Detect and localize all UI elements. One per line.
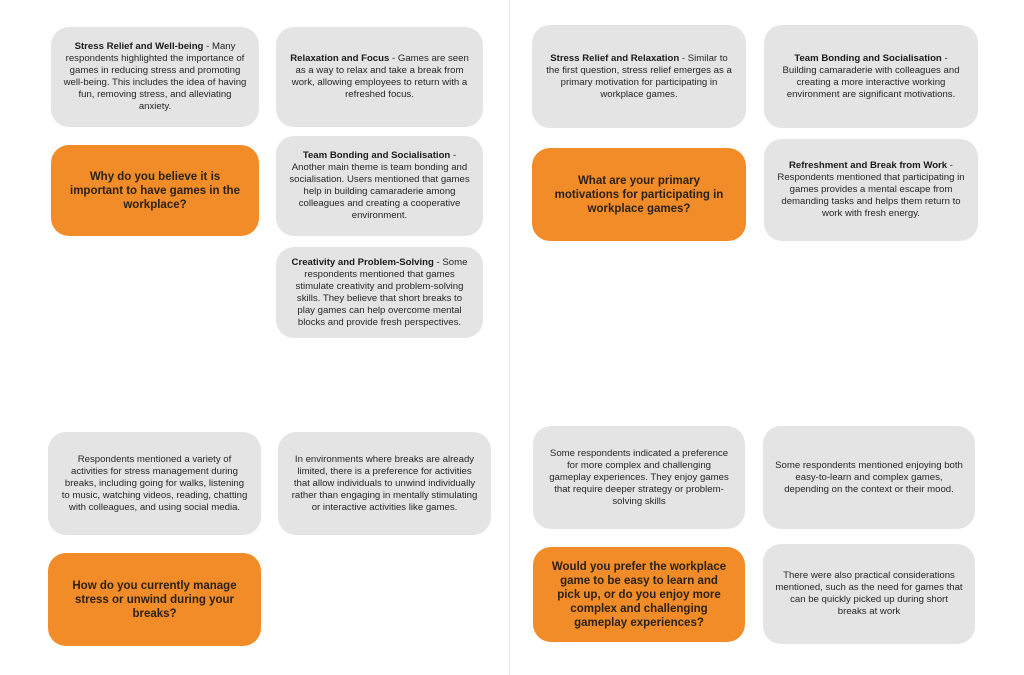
answer-title: Relaxation and Focus [290, 53, 390, 64]
answer-title: Team Bonding and Socialisation [302, 150, 451, 161]
answer-text: Some respondents mentioned that games stimulate creativity and problem-solving skills. They believe that short breaks to play games can help overcome mental blocks and provide fresh perspectives. [295, 256, 468, 328]
question-card-importance-of-games [51, 145, 259, 236]
answer-title: Refreshment and Break from Work [788, 160, 948, 171]
answer-sep: - [941, 52, 948, 64]
answer-title: Creativity and Problem-Solving [291, 256, 434, 268]
answer-sep: - [433, 256, 443, 268]
answer-title: Stress Relief and Relaxation [550, 52, 680, 64]
answer-text: Many respondents highlighted the importance of games in reducing stress and promoting well-being. This includes the idea of having fun, removing stress, and alleviating anxiety. [63, 41, 247, 112]
answer-text: In environments where breaks are already limited, there is a preference for activities that allow individuals to unwind individually rather than engaging in mentally stimulating or interactive activities like games. [291, 453, 478, 513]
answer-card-break-activities [48, 432, 261, 535]
answer-card-refreshment-break [764, 139, 978, 241]
answer-card-creativity-problem-solving [276, 247, 483, 338]
answer-text: Another main theme is team bonding and socialisation. Users mentioned that games help in building camaraderie among colleagues and creating a cooperative environment. [289, 162, 470, 221]
answer-sep: - [389, 53, 398, 64]
answer-text: Some respondents indicated a preference for more complex and challenging gameplay experiences. They enjoy games that require deeper strategy or problem-solving skills [549, 447, 729, 507]
answer-card-stress-relief-wellbeing [51, 27, 259, 127]
answer-card-team-bonding-motivation [764, 25, 978, 128]
question-card-game-complexity [533, 547, 745, 642]
answer-text: There were also practical considerations mentioned, such as the need for games that can be quickly picked up during short breaks at work [775, 570, 963, 617]
page-divider [509, 0, 510, 675]
answer-sep: - [203, 41, 212, 52]
answer-card-team-bonding [276, 136, 483, 236]
answer-text: Respondents mentioned that participating in games provides a mental escape from demanding tasks and helps them return to work with fresh energy. [777, 172, 965, 219]
answer-text: Building camaraderie with colleagues and creating a more interactive working environment are significant motivations. [782, 64, 960, 100]
question-text: What are your primary motivations for participating in workplace games? [554, 174, 724, 215]
question-text: Would you prefer the workplace game to be easy to learn and pick up, or do you enjoy more complex and challenging gameplay experiences? [551, 560, 727, 629]
answer-card-individual-unwinding [278, 432, 491, 535]
question-text: How do you currently manage stress or unwind during your breaks? [72, 579, 237, 620]
answer-text: Some respondents mentioned enjoying both easy-to-learn and complex games, depending on the context or their mood. [775, 459, 963, 495]
answer-text: Respondents mentioned a variety of activities for stress management during breaks, including going for walks, listening to music, watching videos, reading, chatting with colleagues, and using social media. [61, 453, 248, 513]
answer-sep: - [450, 150, 457, 161]
answer-title: Stress Relief and Well-being [74, 41, 204, 52]
answer-card-complex-preference [533, 426, 745, 529]
answer-text: Similar to the first question, stress relief emerges as a primary motivation for participating in workplace games. [546, 52, 732, 100]
answer-card-practical-considerations [763, 544, 975, 644]
answer-text: Games are seen as a way to relax and take a break from work, allowing employees to return with a refreshed focus. [291, 53, 469, 100]
answer-sep: - [679, 52, 688, 64]
question-card-primary-motivations [532, 148, 746, 241]
answer-card-stress-relief-relaxation [532, 25, 746, 128]
answer-title: Team Bonding and Socialisation [794, 52, 942, 64]
answer-sep: - [947, 160, 954, 171]
question-text: Why do you believe it is important to have games in the workplace? [70, 170, 240, 211]
question-card-manage-stress [48, 553, 261, 646]
answer-card-relaxation-focus [276, 27, 483, 127]
answer-card-both-preference [763, 426, 975, 529]
